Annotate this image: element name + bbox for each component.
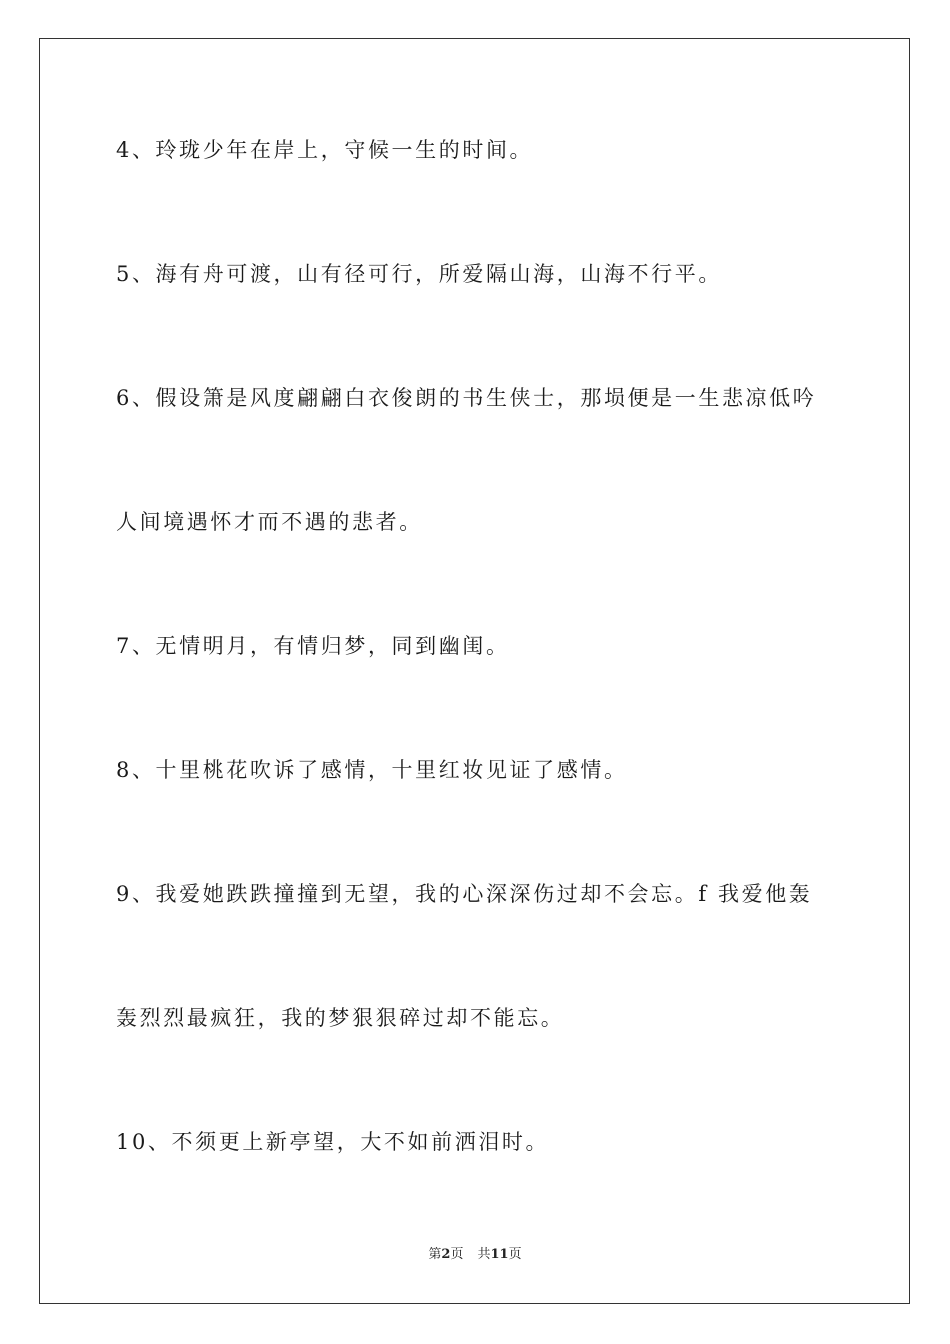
text-line-2: 5、海有舟可渡，山有径可行，所爱隔山海，山海不行平。 [116, 262, 722, 286]
text-line-8: 轰烈烈最疯狂，我的梦狠狠碎过却不能忘。 [116, 1006, 565, 1030]
page-footer [0, 1246, 950, 1264]
page-suffix: 页 [450, 1247, 464, 1262]
total-prefix: 共 [477, 1247, 491, 1262]
total-pages: 11 [490, 1247, 509, 1262]
text-line-3: 6、假设箫是风度翩翩白衣俊朗的书生侠士，那埙便是一生悲凉低吟 [116, 386, 817, 410]
text-line-6: 8、十里桃花吹诉了感情，十里红妆见证了感情。 [116, 758, 628, 782]
page-number: 2 [441, 1247, 451, 1262]
total-suffix: 页 [508, 1247, 522, 1262]
page-prefix: 第 [428, 1247, 442, 1262]
text-line-9: 10、不须更上新亭望，大不如前洒泪时。 [116, 1130, 550, 1154]
text-line-4: 人间境遇怀才而不遇的悲者。 [116, 510, 423, 534]
page-border [39, 38, 910, 1304]
text-line-7: 9、我爱她跌跌撞撞到无望，我的心深深伤过却不会忘。f 我爱他轰 [116, 882, 813, 906]
text-line-5: 7、无情明月，有情归梦，同到幽闺。 [116, 634, 510, 658]
text-line-1: 4、玲珑少年在岸上，守候一生的时间。 [116, 138, 534, 162]
